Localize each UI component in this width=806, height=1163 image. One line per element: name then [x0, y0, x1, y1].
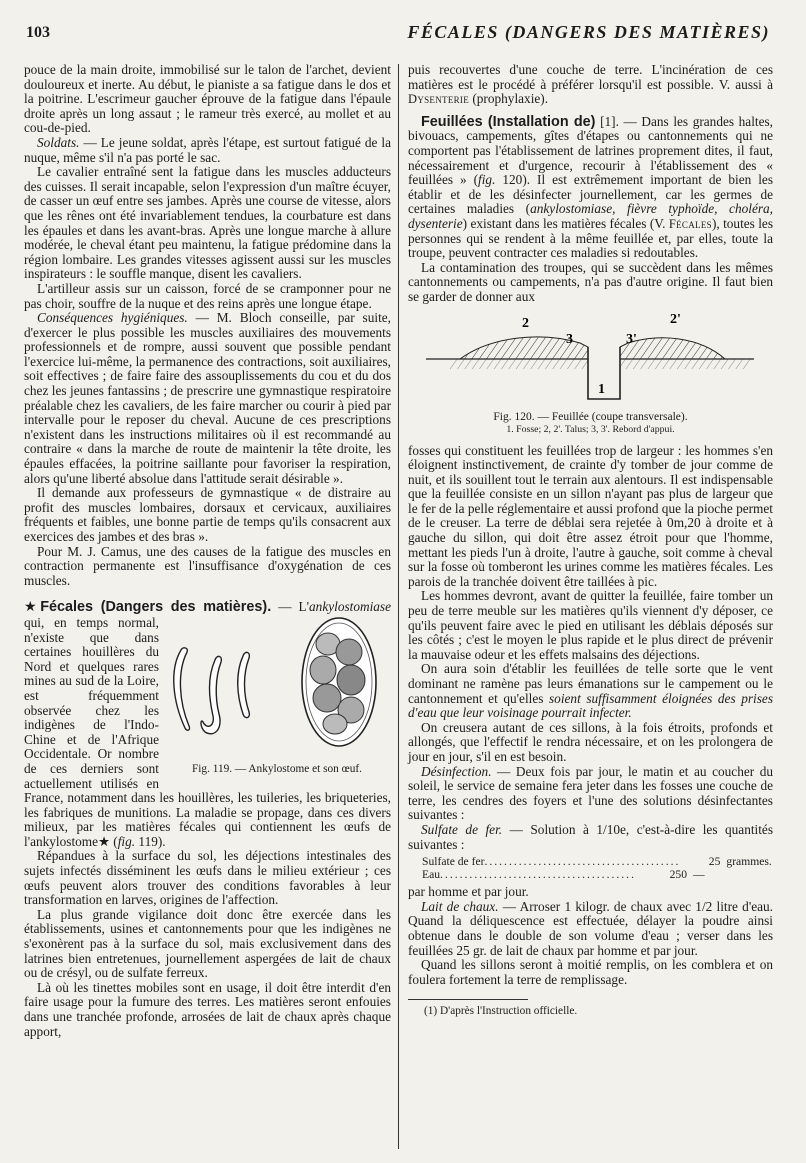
subheading-soldats: Soldats. — [37, 134, 80, 150]
paragraph — [408, 823, 773, 852]
formula-table — [422, 855, 773, 881]
formula-value: 250 — [669, 868, 687, 882]
paragraph-text: — Arroser 1 kilogr. de chaux avec 1/2 litre d'eau. Quand la déliquescence est effectuée, délayer la poudre ainsi obtenue dans le double de son volume d'eau ; verser dans les feuillées 25 gr. de lait de chaux par homme et par jour. — [408, 898, 773, 958]
formula-ingredient: Eau — [422, 868, 441, 882]
formula-unit: grammes. — [726, 855, 772, 869]
cross-reference: Dysenterie — [408, 92, 470, 107]
formula-value: 25 — [708, 855, 721, 869]
formula-unit: — — [693, 868, 705, 882]
subheading-sulfate: Sulfate de fer. — [421, 821, 503, 837]
paragraph-text: puis recouvertes d'une couche de terre. L'incinération de ces matières est le procédé à préférer lorsqu'il est possible. V. aussi à — [408, 62, 773, 92]
paragraph: La plus grande vigilance doit donc être exercée dans les établissements, usines et cantonnements pour que les indigènes ne s'exonèrent pas à la surface du sol, mais exclusivement dans des latrines bien entretenues, journellement aspergées de lait de chaux ou de crésyl, ou de sulfate ferreux. — [24, 906, 391, 981]
label-1: 1 — [598, 381, 605, 397]
paragraph: Les hommes devront, avant de quitter la feuillée, faire tomber un peu de terre meuble sur les matières qu'ils viennent d'y déposer, ce qu'ils peuvent faire avec le pied en utilisant les déblais déposés sur les côtés ; c'est le moyen le plus rapide et le plus direct de prévenir la mauvaise odeur et les effets malsains des déjections. — [408, 588, 773, 662]
paragraph: Quand les sillons seront à moitié remplis, on les comblera et on foulera fortement la terre de remplissage. — [408, 957, 773, 987]
column-divider — [398, 64, 399, 1149]
paragraph-text: (prophylaxie). — [469, 91, 549, 107]
paragraph-text: — Deux fois par jour, le matin et au coucher du soleil, le service de semaine fera jeter dans les fosses une couche de terre, les cendres des foyers et l'une des solutions désinfectantes suivantes : — [408, 763, 773, 823]
entry-term: ankylostomiase — [309, 599, 392, 615]
right-column — [408, 63, 773, 1019]
figure-ref: fig. — [117, 833, 136, 849]
paragraph — [408, 63, 773, 107]
entry-text: qui, en temps normal, n'existe que dans certaines houillères du Nord et quelques rares mines au sud de la Loire, est fréquemment observée chez les indigènes de l'Indo-Chine et de l'Afrique Occidentale. Or nombre de ces derniers sont actuellement utilisés en France, notamment dans les houillères, les tuileries, les briqueteries, les fabriques de munitions. La maladie se propage, dans ces divers milieux, par les matières fécales qui contiennent les œufs de l'ankylostome★ ( — [24, 614, 391, 849]
subheading-desinfection: Désinfection. — [421, 763, 492, 779]
paragraph — [408, 765, 773, 823]
page-header — [26, 22, 770, 46]
label-3: 3 — [566, 331, 573, 347]
paragraph: Il demande aux professeurs de gymnastique « de distraire au profit des muscles lombaires, dorsaux et cervicaux, auxiliaires fréquents et faibles, une bonne partie de temps qu'ils consacrent aux exercices des jambes et des bras ». — [24, 485, 391, 544]
label-3-prime: 3' — [626, 331, 637, 347]
subheading-lait-de-chaux: Lait de chaux. — [421, 898, 499, 914]
footnote: (1) D'après l'Instruction officielle. — [424, 1005, 578, 1018]
paragraph: Répandues à la surface du sol, les déjections intestinales des sujets infectés disséminent les œufs dans le milieu extérieur ; ces œufs peuvent alors trouver des conditions favorables à leur transformation en larves, origines de l'affection. — [24, 848, 391, 908]
paragraph: Pour M. J. Camus, une des causes de la fatigue des muscles en contraction permanente est l'insuffisance d'oxygénation de ces muscles. — [24, 543, 391, 588]
figure-119-caption: Fig. 119. — Ankylostome et son œuf. — [192, 762, 362, 775]
entry-fecales — [24, 600, 391, 849]
paragraph: Là où les tinettes mobiles sont en usage, il doit être interdit d'en faire usage pour la fumure des terres. Les matières seront enfouies dans une tranchée profonde, arrosées de lait de chaux après chaque apport, — [24, 979, 391, 1039]
entry-title-fecales: Fécales (Dangers des matières). — [40, 599, 272, 616]
footnote-rule — [408, 999, 528, 1000]
cross-reference: Fécales — [668, 216, 712, 231]
paragraph-text: — Le jeune soldat, après l'étape, est surtout fatigué de la nuque, même s'il n'a pas porté le sac. — [24, 134, 391, 165]
paragraph — [408, 662, 773, 720]
figure-120-caption: Fig. 120. — Feuillée (coupe transversale). — [493, 410, 688, 423]
formula-row — [422, 868, 773, 881]
paragraph: On creusera autant de ces sillons, à la fois étroits, profonds et allongés, que l'effectif le rendra nécessaire, et on les prolongera de jour en jour, s'il en est besoin. — [408, 719, 773, 764]
emphasis-text: soient suffisamment éloignées des prises d'eau que leur voisinage pourrait infecter. — [408, 690, 773, 721]
paragraph: par homme et par jour. — [408, 884, 529, 900]
entry-title-feuillees: Feuillées (Installation de) — [421, 113, 596, 130]
formula-ingredient: Sulfate de fer — [422, 855, 485, 869]
figure-ref-number: 119). — [135, 833, 166, 849]
leader-dots: ........................................ — [440, 868, 636, 882]
formula-row — [422, 855, 773, 868]
disease-list: ankylostomiase, fièvre typhoïde, choléra, dysenterie — [408, 201, 773, 231]
label-2-prime: 2' — [670, 311, 681, 327]
entry-text: [1]. — Dans les grandes haltes, bivouacs, campements, gîtes d'étapes ou cantonnements qui ne comportent pas l'établissement de latrines proprement dites, il faut, nécessairement et d'urgence, recourir à l'établissement des « feuillées » ( — [408, 113, 773, 188]
feuillee-cross-section — [420, 307, 760, 407]
entry-feuillees — [408, 115, 773, 261]
page-number: 103 — [26, 24, 50, 41]
paragraph-text: — Solution à 1/10e, c'est-à-dire les quantités suivantes : — [408, 821, 774, 852]
figure-119 — [163, 616, 391, 781]
paragraph: L'artilleur assis sur un caisson, forcé de se cramponner pour ne pas choir, souffre de la nuque et des reins après une longue étape. — [24, 280, 391, 311]
paragraph-text: — M. Bloch conseille, par suite, d'exercer le plus possible les muscles auxiliaires des mouvements professionnels et de rompre, aussi souvent que possible pendant l'exercice lui-même, la permanence des contractions, soit auxiliaires, soit effectives ; de faire faire des assouplissements du cou et du dos chez les jeunes fantassins ; de prescrire une gymnastique respiratoire préalable chez les cavaliers, de les faire marcher ou courir à pied par intervalle pour le reposer du cheval. Aucune de ces prescriptions n'existent dans les instructions militaires où il est recommandé au contraire « dans la marche de route de maintenir la tête droite, les épaules effacées, la poitrine saillante pour favoriser la respiration, alors qu'une liberté absolue dans l'attitude serait désirable ». — [24, 310, 391, 486]
figure-120 — [408, 307, 773, 442]
running-title: FÉCALES (DANGERS DES MATIÈRES) — [407, 22, 770, 42]
ankylostome-illustration — [163, 616, 391, 761]
figure-ref: fig. — [478, 172, 496, 188]
entry-text: ), toutes les personnes qui se rendent à la même feuillée et, par elles, toute la troupe, peuvent contracter ces maladies si redoutables. — [408, 215, 773, 261]
figure-120-legend: 1. Fosse; 2, 2'. Talus; 3, 3'. Rebord d'appui. — [506, 423, 675, 435]
paragraph: La contamination des troupes, qui se succèdent dans les mêmes cantonnements ou campements, n'a pas d'autre origine. Il faut bien se garder de donner aux — [408, 259, 773, 304]
entry-text: ) existant dans les matières fécales (V. — [462, 215, 669, 231]
paragraph — [408, 900, 773, 958]
leader-dots: ........................................ — [484, 855, 681, 869]
left-column — [24, 63, 391, 1039]
paragraph — [24, 136, 391, 165]
label-2: 2 — [522, 315, 529, 331]
paragraph-text: On aura soin d'établir les feuillées de telle sorte que le vent dominant ne ramène pas leurs émanations sur le campement ou le cantonnement et qu'elles — [408, 661, 773, 706]
star-mark: ★ — [24, 600, 41, 616]
paragraph: pouce de la main droite, immobilisé sur le talon de l'archet, devient douloureux et inerte. Au début, le pianiste a sa fatigue dans le dos et la poitrine. L'escrimeur gaucher éprouve de la fatigue dans l'épaule droite après un long assaut ; le rameur très exercé, au mollet et au cou-de-pied. — [24, 62, 391, 136]
entry-text: 120). Il est extrêmement important de bien les établir et de les désinfecter journellement, car les germes de certaines maladies ( — [408, 172, 774, 217]
subheading-consequences: Conséquences hygiéniques. — [37, 310, 188, 326]
entry-text: — L' — [271, 599, 310, 615]
paragraph: fosses qui constituent les feuillées trop de largeur : les hommes s'en éloignent instinctivement, de crainte d'y tomber de jour comme de nuit, et ils souillent tout le terrain aux alentours. Il est indispensable que la feuillée consiste en un sillon n'ayant pas plus de largeur que le fer de la pelle réglementaire et aussi profond que la pioche permet de le creuser. La terre de déblai sera rejetée à 0m,20 à droite et à gauche du sillon, qui doit être assez étroit pour que l'homme, mettant les pieds l'un à droite, l'autre à gauche, soit comme à cheval sur la fosse où tomberont les urines comme les matières fécales. Les parois de la tranchée doivent être taillées à pic. — [408, 442, 773, 589]
paragraph: Le cavalier entraîné sent la fatigue dans les muscles adducteurs des cuisses. Il serait incapable, selon l'expression d'un maître écuyer, de casser un œuf entre ses jambes. Après une course de vitesse, alors que les rênes ont été invariablement tendues, la courbature est dans les épaules et dans les avant-bras. Après une longue marche à allure modérée, le cheval étant peu maintenu, la fatigue prédomine dans la région lombaire. Les grandes vitesses agissent aussi sur les muscles inspirateurs : le souffle manque, disent les cavaliers. — [24, 164, 391, 282]
paragraph — [24, 311, 391, 486]
